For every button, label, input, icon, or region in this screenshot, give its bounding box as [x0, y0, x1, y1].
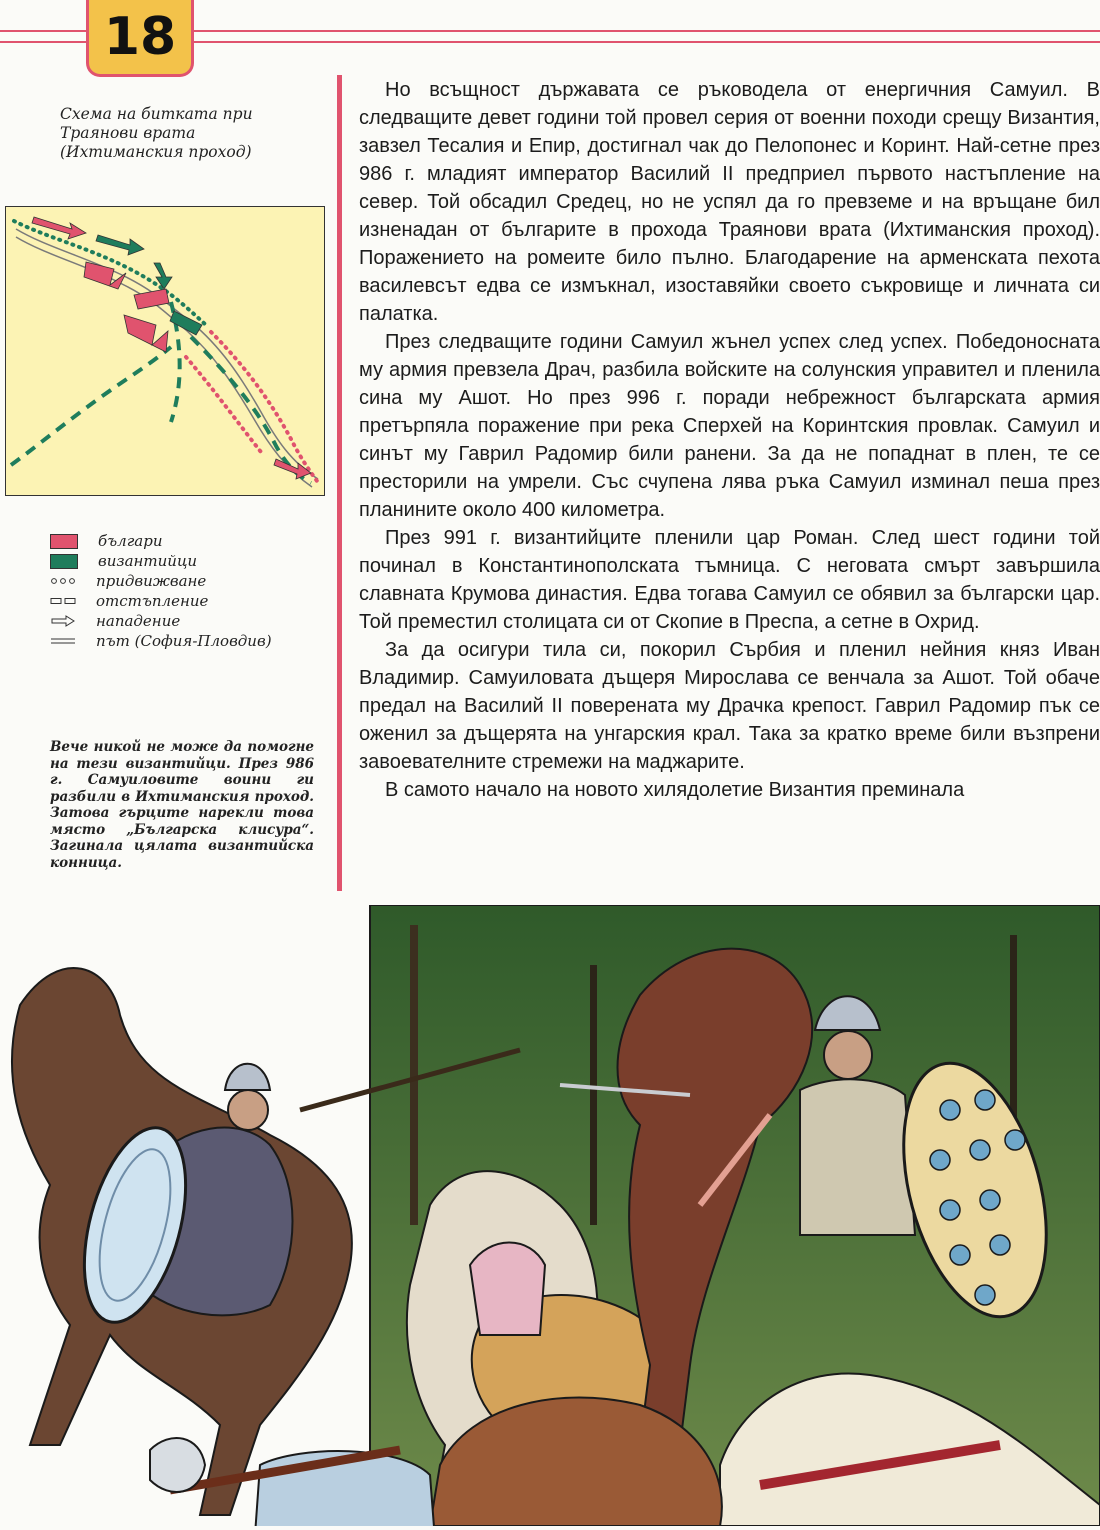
double-line-icon [50, 635, 76, 648]
map-legend [50, 531, 272, 651]
article-paragraph: През следващите години Самуил жънел успех след успех. Победоносната му армия превзела Драч, разбила войските на солунския управител и пленила сина му Ашот. Но през 996 г. поради небрежност българската армия претърпяла поражение при река Сперхей на Коринтския провлак. Самуил и синът му Гаврил Радомир били ранени. За да не попаднат в плен, те се престорили на умрели. Със счупена лява ръка Самуил изминал пеша през планините около 400 километра. [359, 331, 1100, 521]
green-swatch [50, 554, 78, 569]
legend-label: отстъпление [96, 592, 209, 610]
red-swatch [50, 534, 78, 549]
dots-icon [50, 575, 76, 588]
battle-map-graphic [6, 207, 324, 495]
battle-illustration [0, 905, 1100, 1526]
battle-illustration-graphic [0, 905, 1100, 1526]
article-paragraph: В самото начало на новото хилядолетие Византия преминала [385, 779, 965, 801]
map-caption: Схема на битката при Траянови врата (Ихтиманския проход) [60, 105, 253, 161]
legend-item [50, 591, 272, 611]
legend-item [50, 531, 272, 551]
arrow-icon [50, 615, 76, 628]
legend-item [50, 571, 272, 591]
legend-label: българи [98, 532, 163, 550]
article-paragraph: През 991 г. византийците пленили цар Роман. След шест години той починал в Константинополската тъмница. С неговата смърт завършила славната Крумова династия. Едва тогава Самуил се обявил за български цар. Той преместил столицата си от Скопие в Преспа, а сетне в Охрид. [359, 527, 1100, 633]
article-paragraph: Но всъщност държавата се ръководела от енергичния Самуил. В следващите девет години той провел серия от военни походи срещу Византия, завзел Тесалия и Епир, достигнал чак до Пелопонес и Коринт. Най-сетне през 986 г. младият император Василий II предприел първото настъпление на север. Той обсадил Средец, но не успял да го превземе и на връщане бил изненадан от българите в прохода Траянови врата (Ихтиманския проход). Поражението на ромеите било пълно. Благодарение на арменската пехота василевсът едва се измъкнал, изоставяйки своето съкровище и личната си палатка. [359, 79, 1100, 325]
margin-bar [337, 75, 342, 891]
legend-label: път (София-Пловдив) [96, 632, 272, 650]
legend-item [50, 631, 272, 651]
side-note: Вече никой не може да помогне на тези византийци. През 986 г. Самуиловите воини ги разбили в Ихтиманския проход. Затова гърците нарекли това място „Българска клисура“. Загинала цялата византийска конница. [50, 739, 314, 871]
legend-label: византийци [98, 552, 198, 570]
squares-icon [50, 595, 76, 608]
article-paragraph: За да осигури тила си, покорил Сърбия и пленил нейния княз Иван Владимир. Самуиловата дъщеря Мирослава се венчала за Ашот. Той обаче предал на Василий II поверената му Драчка крепост. Гаврил Радомир пък се оженил за дъщерята на унгарския крал. Така за кратко време били възпрени завоевателните стремежи на маджарите. [359, 639, 1100, 773]
legend-label: нападение [96, 612, 181, 630]
battle-map [5, 206, 325, 496]
article-body [359, 76, 1100, 804]
legend-item [50, 551, 272, 571]
page-number: 18 [86, 0, 194, 77]
legend-label: придвижване [96, 572, 207, 590]
legend-item [50, 611, 272, 631]
